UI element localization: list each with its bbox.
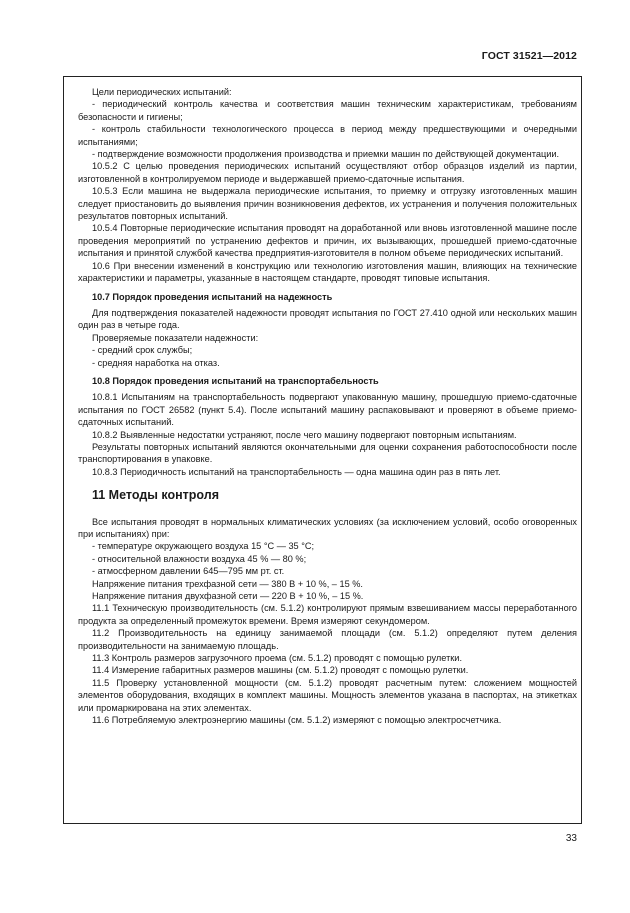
paragraph: - средний срок службы; — [92, 345, 193, 356]
paragraph: 11.4 Измерение габаритных размеров машины (см. 5.1.2) проводят с помощью рулетки. — [92, 665, 469, 676]
text-frame — [63, 76, 582, 824]
document-body — [78, 86, 577, 727]
paragraph: Цели периодических испытаний: — [92, 87, 232, 97]
paragraph: - контроль стабильности технологического процесса в период между предшествующими и очередными испытаниями; — [78, 124, 577, 147]
paragraph: 10.5.2 С целью проведения периодических испытаний осуществляют отбор образцов изделий из партии, изготовленной в контролируемом периоде и выдержавшей приемо-сдаточные испытания. — [78, 161, 577, 184]
paragraph: 10.6 При внесении изменений в конструкцию или технологию изготовления машин, влияющих на технические характеристики и параметры, указанные в настоящем стандарте, проводят типовые испытания. — [78, 260, 577, 284]
paragraph: 11.6 Потребляемую электроэнергию машины (см. 5.1.2) измеряют с помощью электросчетчика. — [92, 715, 502, 726]
paragraph: - периодический контроль качества и соответствия машин техническим характеристикам, требованиям безопасности и гигиены; — [78, 99, 577, 122]
paragraph: Результаты повторных испытаний являются окончательными для оценки сохранения работоспособности после транспортирования в упаковке. — [78, 441, 577, 465]
paragraph: Все испытания проводят в нормальных климатических условиях (за исключением условий, особо оговоренных при испытаниях) при: — [78, 516, 577, 539]
section-heading: 11 Методы контроля — [92, 488, 219, 503]
paragraph: 10.8.1 Испытаниям на транспортабельность подвергают упакованную машину, прошедшую приемо-сдаточные испытания по ГОСТ 26582 (пункт 5.4). После испытаний машину распаковывают и проверяют в объеме приемо-сдаточных испытаний. — [78, 392, 577, 428]
paragraph: - подтверждение возможности продолжения производства и приемки машин по действующей документации. — [92, 149, 560, 160]
paragraph: Для подтверждения показателей надежности проводят испытания по ГОСТ 27.410 одной или нескольких машин один раз в четыре года. — [78, 307, 577, 331]
subsection-heading: 10.8 Порядок проведения испытаний на транспортабельность — [92, 375, 379, 386]
paragraph: 10.5.4 Повторные периодические испытания проводят на доработанной или вновь изготовленной машине после проведения мероприятий по устранению дефектов и причин, их вызывающих, прошедшей приемо-сдаточные испытания и принятой службой качества предприятия-изготовителя в полном объеме периодических испытаний. — [78, 223, 577, 259]
paragraph: 10.8.3 Периодичность испытаний на транспортабельность — одна машина один раз в пять лет. — [92, 466, 501, 477]
paragraph: 11.1 Техническую производительность (см. 5.1.2) контролируют прямым взвешиванием массы переработанного продукта за определенный промежуток времени. Время измеряют секундомером. — [78, 603, 577, 626]
paragraph: Напряжение питания двухфазной сети — 220 В + 10 %, – 15 %. — [92, 591, 364, 602]
paragraph: - атмосферном давлении 645—795 мм рт. ст. — [92, 566, 285, 577]
paragraph: - температуре окружающего воздуха 15 °С — 35 °С; — [92, 541, 315, 552]
paragraph: 11.5 Проверку установленной мощности (см. 5.1.2) проводят расчетным путем: сложением мощностей элементов оборудования, входящих в комплект машины. Мощность элементов указана в паспортах, на этикетках или промаркирована на этих элементах. — [78, 677, 577, 713]
paragraph: 10.5.3 Если машина не выдержала периодические испытания, то приемку и отгрузку изготовленных машин следует приостановить до выявления причин возникновения дефектов, их устранения и получения положительных результатов повторных испытаний. — [78, 186, 577, 222]
paragraph: Напряжение питания трехфазной сети — 380 В + 10 %, – 15 %. — [92, 578, 363, 589]
subsection-heading: 10.7 Порядок проведения испытаний на надежность — [92, 291, 333, 302]
paragraph: 10.8.2 Выявленные недостатки устраняют, после чего машину подвергают повторным испытаниям. — [92, 429, 517, 440]
paragraph: 11.3 Контроль размеров загрузочного проема (см. 5.1.2) проводят с помощью рулетки. — [92, 653, 462, 664]
paragraph: 11.2 Производительность на единицу занимаемой площади (см. 5.1.2) определяют путем деления производительности на занимаемую площадь. — [78, 628, 577, 651]
paragraph: - средняя наработка на отказ. — [92, 357, 220, 368]
page-number: 33 — [565, 833, 577, 844]
paragraph: Проверяемые показатели надежности: — [92, 332, 259, 343]
paragraph: - относительной влажности воздуха 45 % — 80 %; — [92, 553, 307, 564]
document-header: ГОСТ 31521—2012 — [481, 50, 577, 62]
